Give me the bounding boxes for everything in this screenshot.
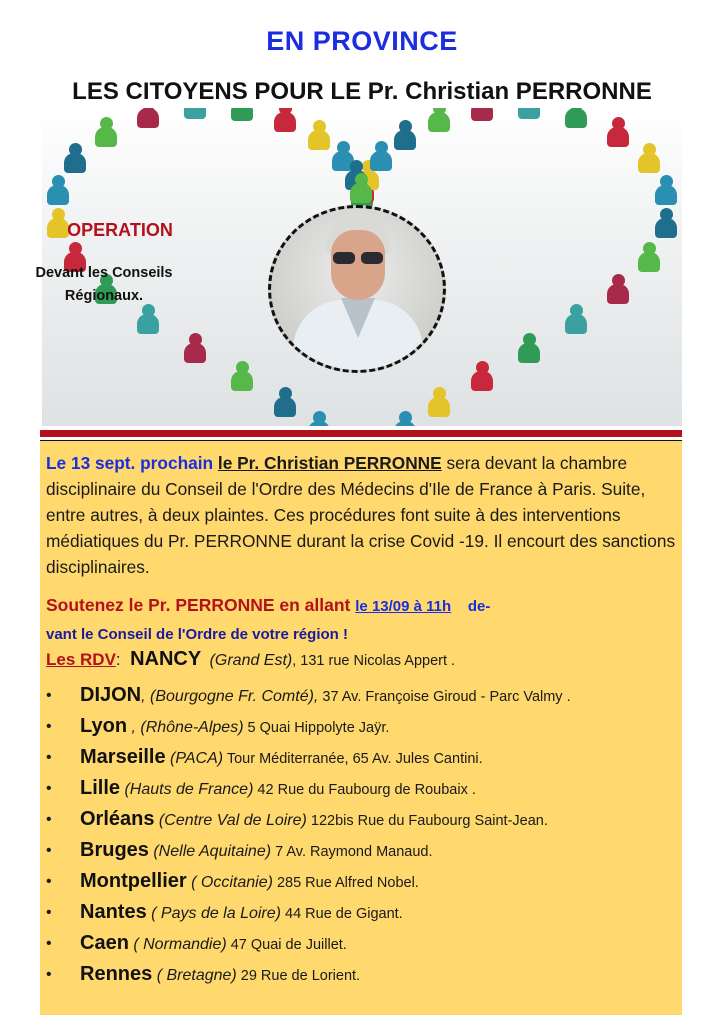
rdv-city: DIJON bbox=[80, 684, 142, 706]
support-callout bbox=[46, 592, 680, 648]
pawn-figure bbox=[607, 274, 629, 304]
rdv-region: (Nelle Aquitaine) bbox=[148, 843, 272, 860]
hearing-date: Le 13 sept. prochain bbox=[46, 453, 214, 473]
bullet-icon: • bbox=[46, 780, 52, 797]
operation-subtitle bbox=[24, 262, 184, 308]
professor-name: le Pr. Christian PERRONNE bbox=[217, 453, 442, 473]
bullet-icon: • bbox=[46, 811, 52, 828]
pawn-figure bbox=[655, 208, 677, 238]
rdv-city: Lyon bbox=[80, 715, 128, 737]
pawn-figure bbox=[184, 108, 206, 119]
pawn-figure bbox=[394, 120, 416, 150]
pawn-figure bbox=[607, 117, 629, 147]
rdv-address: 42 Rue du Faubourg de Roubaix . bbox=[253, 782, 476, 798]
rdv-region-nancy: (Grand Est) bbox=[209, 652, 293, 669]
rdv-city: Marseille bbox=[80, 746, 166, 768]
rdv-region: ( Occitanie) bbox=[186, 874, 273, 891]
rdv-list bbox=[46, 680, 680, 990]
intro-paragraph bbox=[46, 450, 680, 580]
pawn-figure bbox=[565, 304, 587, 334]
rdv-address: 37 Av. Françoise Giroud - Parc Valmy . bbox=[318, 689, 571, 705]
portrait-face bbox=[331, 230, 385, 300]
rdv-region: (Hauts de France) bbox=[120, 781, 254, 798]
list-item bbox=[46, 835, 680, 866]
portrait-photo bbox=[268, 205, 446, 373]
rdv-address: 285 Rue Alfred Nobel. bbox=[272, 875, 419, 891]
rdv-city: Rennes bbox=[80, 963, 153, 985]
support-lead: Soutenez le Pr. PERRONNE en allant bbox=[46, 595, 351, 615]
pawn-figure bbox=[231, 361, 253, 391]
rdv-address: Tour Méditerranée, 65 Av. Jules Cantini. bbox=[223, 751, 483, 767]
page-title: EN PROVINCE bbox=[266, 26, 458, 56]
pawn-figure bbox=[274, 108, 296, 132]
pawn-figure bbox=[137, 108, 159, 128]
pawn-figure bbox=[428, 387, 450, 417]
pawn-figure bbox=[274, 387, 296, 417]
operation-label: OPERATION bbox=[67, 220, 173, 240]
pawn-figure bbox=[428, 108, 450, 132]
rdv-city: Lille bbox=[80, 777, 121, 799]
pawn-figure bbox=[565, 108, 587, 128]
pawn-figure bbox=[231, 108, 253, 121]
support-date-tail: de- bbox=[451, 598, 491, 615]
pawn-figure bbox=[184, 333, 206, 363]
rdv-region: ( Normandie) bbox=[128, 936, 227, 953]
list-item bbox=[46, 866, 680, 897]
support-line2: vant le Conseil de l'Ordre de votre région ! bbox=[46, 626, 348, 643]
pawn-figure bbox=[137, 304, 159, 334]
rdv-region: , (Rhône-Alpes) bbox=[127, 719, 244, 736]
paragraph-text: sera devant la chambre disciplinaire du Conseil de l'Ordre des Médecins d'Ile de France à Paris. Suite, entre autres, à deux plaintes. Ces procédures font suite à des interventions médiatiques du Pr. PERRONNE durant la crise Covid -19. Il encourt des sanctions disciplinaires. bbox=[46, 453, 676, 577]
rdv-city: Caen bbox=[80, 932, 129, 954]
list-item bbox=[46, 742, 680, 773]
pawn-figure bbox=[95, 117, 117, 147]
pawn-figure bbox=[308, 120, 330, 150]
bullet-icon: • bbox=[46, 842, 52, 859]
red-divider bbox=[40, 430, 682, 437]
list-item bbox=[46, 804, 680, 835]
rdv-city: Nantes bbox=[80, 901, 147, 923]
rdv-address: 29 Rue de Lorient. bbox=[236, 968, 361, 984]
bullet-icon: • bbox=[46, 966, 52, 983]
operation-sub-line2: Régionaux. bbox=[64, 288, 144, 304]
pawn-figure bbox=[638, 143, 660, 173]
rdv-address: 5 Quai Hippolyte Jaÿr. bbox=[243, 720, 390, 736]
rdv-region: ( Bretagne) bbox=[152, 967, 237, 984]
pawn-figure bbox=[47, 175, 69, 205]
rdv-region: (PACA) bbox=[165, 750, 224, 767]
rdv-city: Orléans bbox=[80, 808, 155, 830]
pawn-figure bbox=[64, 143, 86, 173]
bullet-icon: • bbox=[46, 749, 52, 766]
list-item bbox=[46, 773, 680, 804]
pawn-figure bbox=[638, 242, 660, 272]
rdv-city: Montpellier bbox=[80, 870, 187, 892]
bullet-icon: • bbox=[46, 904, 52, 921]
rdv-address: 44 Rue de Gigant. bbox=[280, 906, 403, 922]
rdv-header-line: Les RDV: NANCY (Grand Est), 131 rue Nicolas Appert . bbox=[46, 648, 456, 670]
pawn-figure bbox=[350, 173, 372, 203]
operation-sub-line1: Devant les Conseils bbox=[35, 265, 173, 281]
list-item bbox=[46, 680, 680, 711]
rdv-address: 7 Av. Raymond Manaud. bbox=[271, 844, 433, 860]
rdv-region: ( Pays de la Loire) bbox=[146, 905, 281, 922]
rdv-address: 47 Quai de Juillet. bbox=[226, 937, 347, 953]
pawn-figure bbox=[471, 361, 493, 391]
rdv-region: , (Bourgogne Fr. Comté), bbox=[141, 688, 319, 705]
rdv-address: 122bis Rue du Faubourg Saint-Jean. bbox=[306, 813, 548, 829]
rdv-city: Bruges bbox=[80, 839, 149, 861]
support-date: le 13/09 à 11h bbox=[355, 598, 452, 615]
rdv-label: Les RDV bbox=[46, 650, 116, 669]
rdv-city-nancy: NANCY bbox=[130, 648, 202, 670]
rdv-region: (Centre Val de Loire) bbox=[154, 812, 307, 829]
list-item bbox=[46, 711, 680, 742]
bullet-icon: • bbox=[46, 935, 52, 952]
bullet-icon: • bbox=[46, 718, 52, 735]
page-subtitle: LES CITOYENS POUR LE Pr. Christian PERRONNE bbox=[72, 78, 652, 105]
list-item bbox=[46, 959, 680, 990]
pawn-figure bbox=[471, 108, 493, 121]
pawn-figure bbox=[655, 175, 677, 205]
list-item bbox=[46, 928, 680, 959]
rdv-address-nancy: , 131 rue Nicolas Appert . bbox=[292, 653, 456, 669]
portrait-glasses bbox=[331, 252, 385, 264]
pawn-figure bbox=[370, 141, 392, 171]
list-item bbox=[46, 897, 680, 928]
bullet-icon: • bbox=[46, 687, 52, 704]
pawn-figure bbox=[518, 108, 540, 119]
pawn-figure bbox=[518, 333, 540, 363]
pawn-figure bbox=[394, 411, 416, 426]
pawn-figure bbox=[308, 411, 330, 426]
bullet-icon: • bbox=[46, 873, 52, 890]
